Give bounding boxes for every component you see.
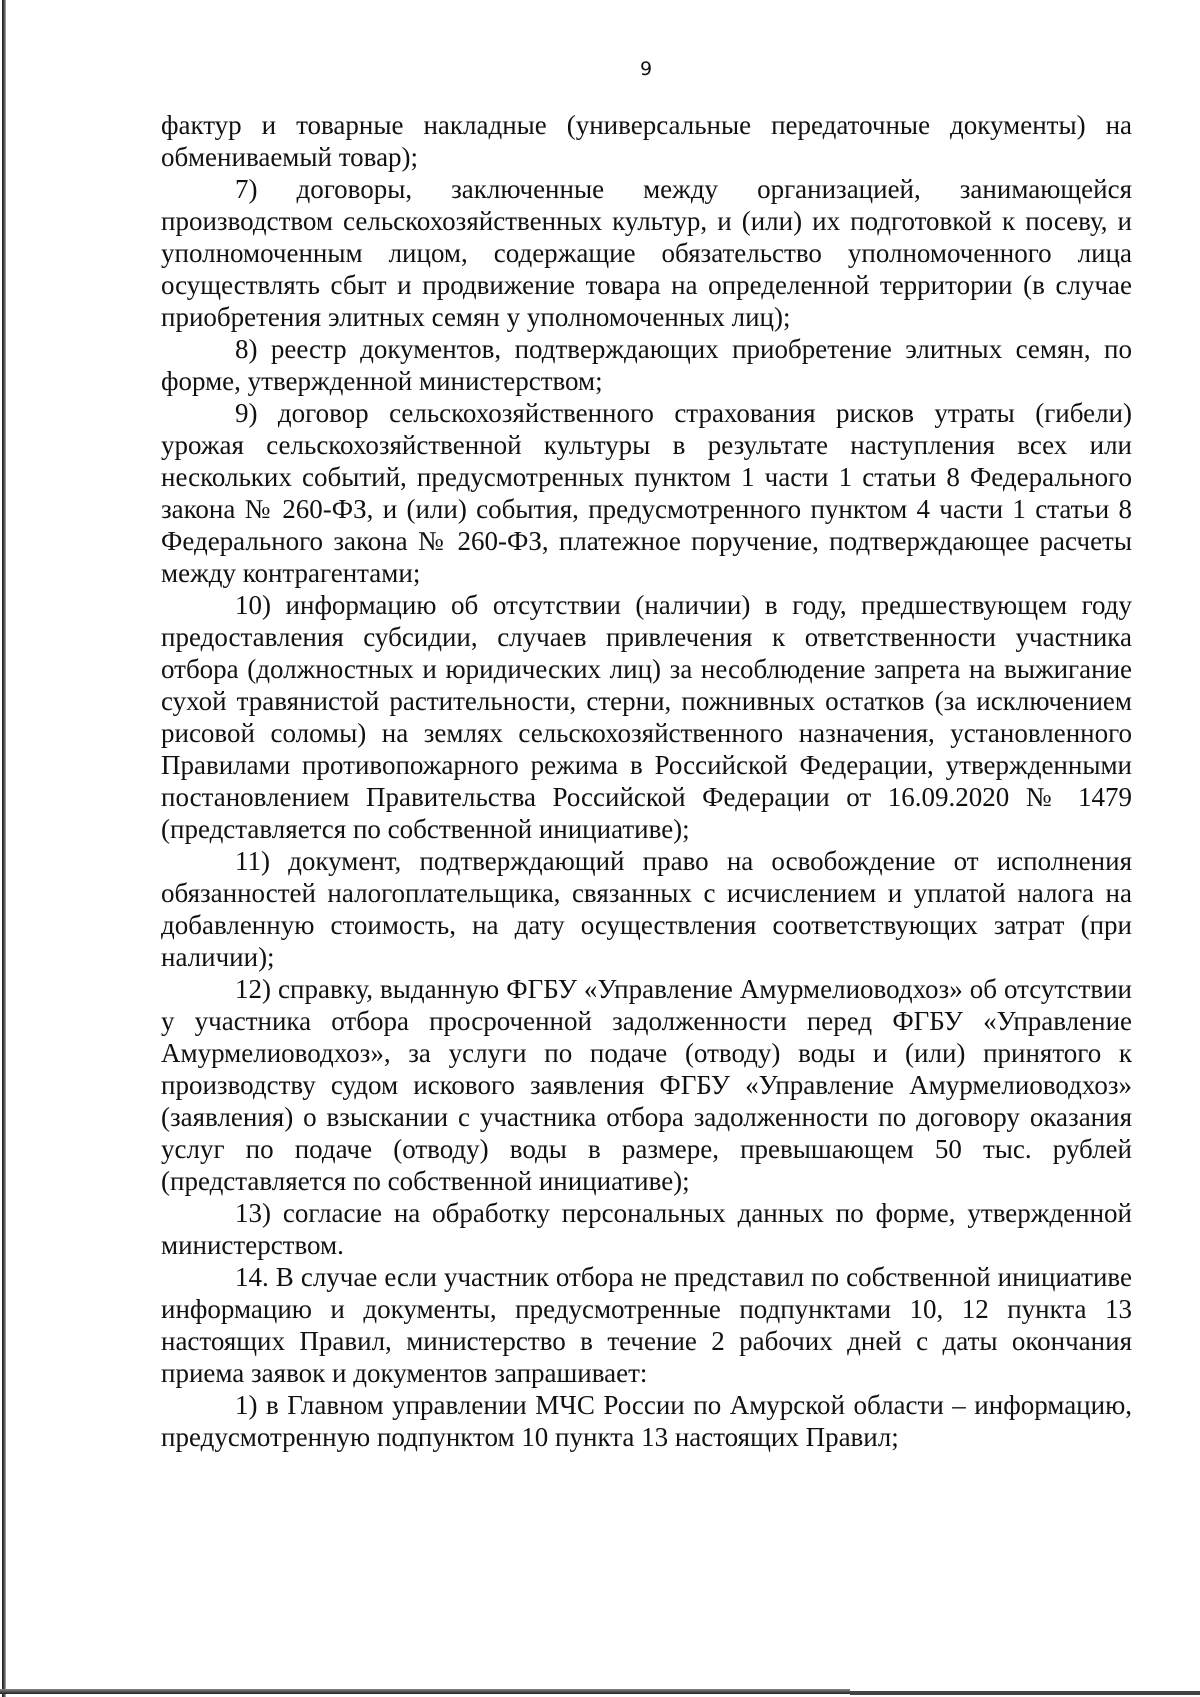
- paragraph-item-13: 13) согласие на обработку персональных данных по форме, утвержденной министерством.: [161, 1198, 1132, 1260]
- paragraph-item-8: 8) реестр документов, подтверждающих приобретение элитных семян, по форме, утвержденной министерством;: [161, 334, 1132, 396]
- paragraph-item-10: 10) информацию об отсутствии (наличии) в году, предшествующем году предоставления субсидии, случаев привлечения к ответственности участника отбора (должностных и юридических лиц) за несоблюдение запрета на выжигание сухой травянистой растительности, стерни, пожнивных остатков (за исключением рисовой соломы) на землях сельскохозяйственного назначения, установленного Правилами противопожарного режима в Российской Федерации, утвержденными постановлением Правительства Российской Федерации от 16.09.2020 № 1479 (представляется по собственной инициативе);: [161, 590, 1132, 844]
- paragraph-item-7: 7) договоры, заключенные между организацией, занимающейся производством сельскохозяйственных культур, и (или) их подготовкой к посеву, и уполномоченным лицом, содержащие обязательство уполномоченного лица осуществлять сбыт и продвижение товара на определенной территории (в случае приобретения элитных семян у уполномоченных лиц);: [161, 174, 1132, 332]
- scan-edge-bottom: [0, 1689, 850, 1694]
- paragraph-item-9: 9) договор сельскохозяйственного страхования рисков утраты (гибели) урожая сельскохозяйственной культуры в результате наступления всех или нескольких событий, предусмотренных пунктом 1 части 1 статьи 8 Федерального закона № 260-ФЗ, и (или) события, предусмотренного пунктом 4 части 1 статьи 8 Федерального закона № 260-ФЗ, платежное поручение, подтверждающее расчеты между контрагентами;: [161, 398, 1132, 588]
- paragraph-continuation: фактур и товарные накладные (универсальные передаточные документы) на обмениваемый товар);: [161, 110, 1132, 172]
- paragraph-section-14: 14. В случае если участник отбора не представил по собственной инициативе информацию и документы, предусмотренные подпунктами 10, 12 пункта 13 настоящих Правил, министерство в течение 2 рабочих дней с даты окончания приема заявок и документов запрашивает:: [161, 1262, 1132, 1388]
- scan-edge-left: [2, 0, 6, 1697]
- paragraph-subitem-1: 1) в Главном управлении МЧС России по Амурской области – информацию, предусмотренную подпунктом 10 пункта 13 настоящих Правил;: [161, 1390, 1132, 1452]
- page-number: 9: [639, 58, 653, 80]
- paragraph-item-11: 11) документ, подтверждающий право на освобождение от исполнения обязанностей налогоплательщика, связанных с исчислением и уплатой налога на добавленную стоимость, на дату осуществления соответствующих затрат (при наличии);: [161, 846, 1132, 972]
- paragraph-item-12: 12) справку, выданную ФГБУ «Управление Амурмелиоводхоз» об отсутствии у участника отбора просроченной задолженности перед ФГБУ «Управление Амурмелиоводхоз», за услуги по подаче (отводу) воды и (или) принятого к производству судом искового заявления ФГБУ «Управление Амурмелиоводхоз» (заявления) о взыскании с участника отбора задолженности по договору оказания услуг по подаче (отводу) воды в размере, превышающем 50 тыс. рублей (представляется по собственной инициативе);: [161, 974, 1132, 1196]
- document-body: [161, 109, 1132, 1453]
- scan-edge-bottom-right: [850, 1691, 1200, 1695]
